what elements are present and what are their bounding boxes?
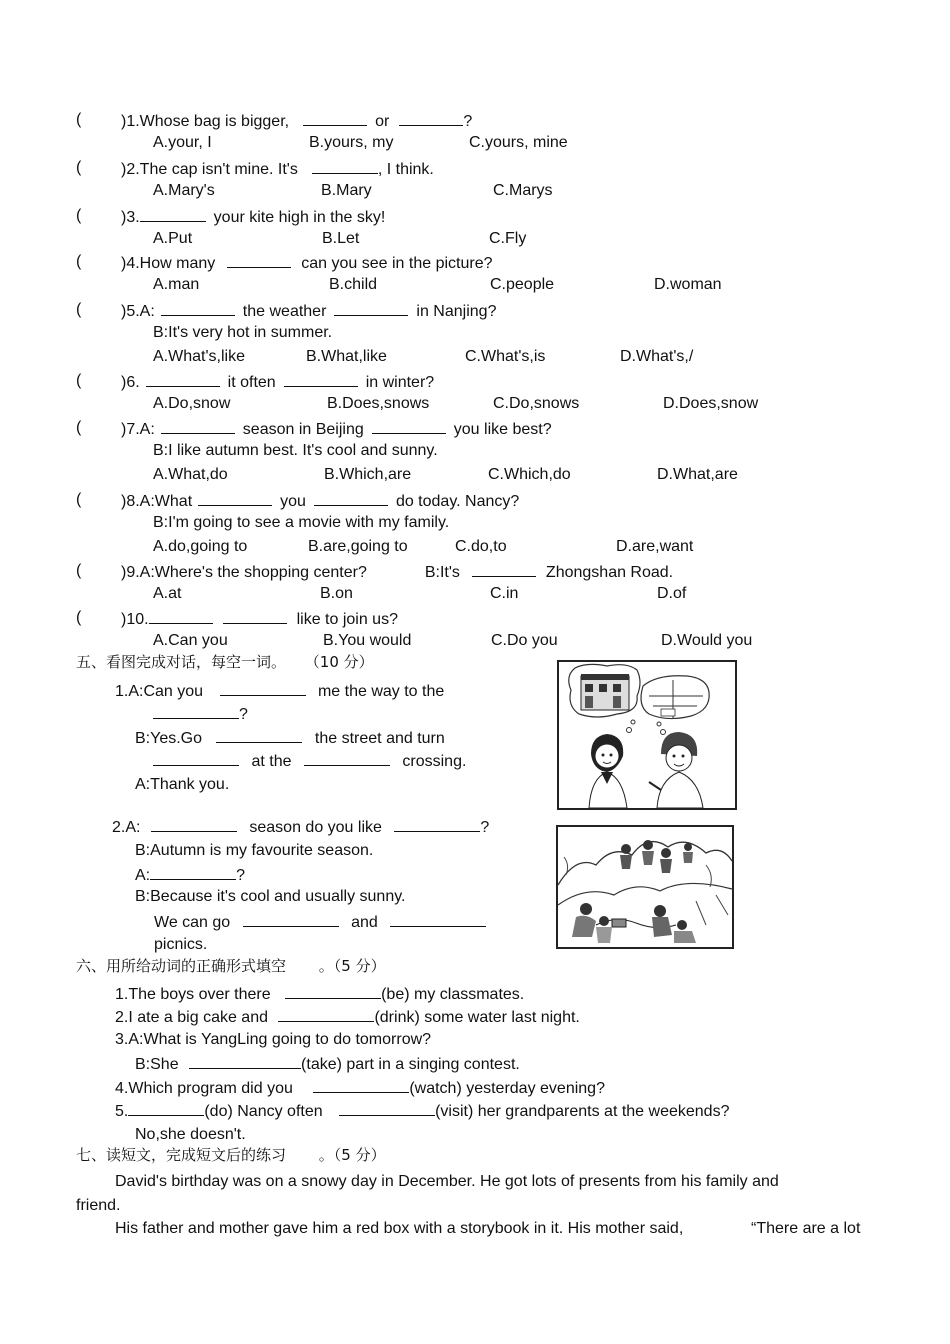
question-7-reply: B:I like autumn best. It's cool and sunny.: [153, 442, 438, 459]
option-d[interactable]: D.are,want: [616, 538, 694, 555]
option-d[interactable]: D.What's,/: [620, 348, 694, 365]
option-a[interactable]: A.What,do: [153, 466, 228, 483]
option-b[interactable]: B.You would: [323, 632, 412, 649]
answer-blank[interactable]: [140, 206, 206, 222]
question-1-stem: [121, 110, 472, 132]
answer-blank[interactable]: [243, 911, 339, 927]
answer-blank[interactable]: [189, 1053, 301, 1069]
question-text: you like best?: [453, 421, 552, 438]
question-text: )10.: [121, 611, 149, 628]
question-10-paren: (: [76, 609, 82, 626]
answer-blank[interactable]: [153, 750, 239, 766]
question-text: can you see in the picture?: [301, 255, 493, 272]
question-text: your kite high in the sky!: [213, 209, 386, 226]
verb-item-3: 3.A:What is YangLing going to do tomorrow?: [115, 1031, 432, 1048]
question-6-stem: [121, 371, 434, 393]
question-text: )5.A:: [121, 303, 155, 320]
dialog2-line2: B:Autumn is my favourite season.: [135, 842, 374, 859]
dialog2-line4: B:Because it's cool and usually sunny.: [135, 888, 406, 905]
answer-blank[interactable]: [198, 490, 272, 506]
option-d[interactable]: D.Would you: [661, 632, 753, 649]
answer-blank[interactable]: [227, 252, 291, 268]
option-a[interactable]: A.Mary's: [153, 182, 215, 199]
question-text: B:It's: [424, 564, 460, 581]
option-a[interactable]: A.Can you: [153, 632, 228, 649]
option-c[interactable]: C.in: [490, 585, 519, 602]
answer-blank[interactable]: [399, 110, 463, 126]
question-text: Zhongshan Road.: [545, 564, 674, 581]
answer-blank[interactable]: [472, 561, 536, 577]
option-d[interactable]: D.Does,snow: [663, 395, 759, 412]
question-text: )2.The cap isn't mine. It's: [121, 161, 298, 178]
answer-blank[interactable]: [394, 816, 480, 832]
answer-blank[interactable]: [312, 158, 378, 174]
question-5-reply: B:It's very hot in summer.: [153, 324, 333, 341]
question-text: it often: [227, 374, 276, 391]
option-d[interactable]: D.What,are: [657, 466, 738, 483]
verb-item-1: 1.The boys over there (be) my classmates.: [115, 983, 524, 1005]
question-10-stem: [121, 608, 398, 630]
question-1-paren: (: [76, 111, 82, 128]
passage-line1: David's birthday was on a snowy day in December. He got lots of presents from his family and: [115, 1173, 779, 1190]
option-a[interactable]: A.your, I: [153, 134, 212, 151]
option-c[interactable]: C.Do,snows: [493, 395, 580, 412]
option-b[interactable]: B.Let: [322, 230, 360, 247]
passage-line3-quote: “There are a lot: [751, 1220, 861, 1237]
question-5-stem: [121, 300, 496, 322]
question-8-stem: [121, 490, 519, 512]
direction-picture: [557, 660, 737, 810]
passage-line2: friend.: [76, 1197, 121, 1214]
dialog2-line1: 2.A: season do you like ?: [112, 816, 489, 838]
verb-item-2: 2.I ate a big cake and (drink) some water last night.: [115, 1006, 580, 1028]
answer-blank[interactable]: [303, 110, 367, 126]
section-5-title: 五、看图完成对话，每空一词。 （10 分）: [76, 653, 374, 671]
question-8-reply: B:I'm going to see a movie with my family.: [153, 514, 450, 531]
option-a[interactable]: A.at: [153, 585, 182, 602]
option-c[interactable]: C.Do you: [491, 632, 558, 649]
question-3-stem: [121, 206, 385, 228]
question-text: )7.A:: [121, 421, 155, 438]
dialog1-line3: B:Yes.Go the street and turn: [135, 727, 445, 749]
question-text: ?: [463, 113, 473, 130]
section-6-title: 六、用所给动词的正确形式填空 。（5 分）: [76, 957, 386, 975]
option-a[interactable]: A.What's,like: [153, 348, 245, 365]
question-text: )3.: [121, 209, 140, 226]
answer-blank[interactable]: [223, 608, 287, 624]
question-text: the weather: [242, 303, 327, 320]
dialog1-line1: 1.A:Can you me the way to the: [115, 680, 444, 702]
question-7-stem: [121, 418, 552, 440]
verb-item-5-answer: No,she doesn't.: [135, 1126, 246, 1143]
answer-blank[interactable]: [216, 727, 302, 743]
question-2-paren: (: [76, 159, 82, 176]
verb-item-4: 4.Which program did you (watch) yesterday evening?: [115, 1077, 605, 1099]
question-text: )4.How many: [121, 255, 216, 272]
option-a[interactable]: A.do,going to: [153, 538, 248, 555]
option-c[interactable]: C.Marys: [493, 182, 553, 199]
dialog1-line4: at the crossing.: [153, 750, 466, 772]
question-9-paren: (: [76, 562, 82, 579]
option-a[interactable]: A.man: [153, 276, 200, 293]
answer-blank[interactable]: [313, 1077, 409, 1093]
answer-blank[interactable]: [151, 816, 237, 832]
answer-blank[interactable]: [153, 703, 239, 719]
answer-blank[interactable]: [146, 371, 220, 387]
answer-blank[interactable]: [314, 490, 388, 506]
dialog2-line6: picnics.: [154, 936, 208, 953]
verb-item-3b: B:She (take) part in a singing contest.: [135, 1053, 520, 1075]
option-b[interactable]: B.are,going to: [308, 538, 408, 555]
option-c[interactable]: C.people: [490, 276, 555, 293]
option-a[interactable]: A.Do,snow: [153, 395, 231, 412]
answer-blank[interactable]: [161, 418, 235, 434]
answer-blank[interactable]: [161, 300, 235, 316]
question-text: in winter?: [365, 374, 435, 391]
question-text: )8.A:What: [121, 493, 193, 510]
option-c[interactable]: C.Fly: [489, 230, 527, 247]
question-text: )6.: [121, 374, 140, 391]
option-d[interactable]: D.woman: [654, 276, 722, 293]
option-c[interactable]: C.Which,do: [488, 466, 571, 483]
question-9-stem: [121, 561, 673, 583]
answer-blank[interactable]: [149, 608, 213, 624]
option-a[interactable]: A.Put: [153, 230, 193, 247]
option-b[interactable]: B.Which,are: [324, 466, 412, 483]
passage-line3: His father and mother gave him a red box with a storybook in it. His mother said,: [115, 1220, 684, 1237]
dialog2-line5: We can go and: [154, 911, 486, 933]
section-7-title: 七、读短文，完成短文后的练习 。（5 分）: [76, 1146, 386, 1164]
option-c[interactable]: C.What's,is: [465, 348, 546, 365]
question-8-paren: (: [76, 491, 82, 508]
option-c[interactable]: C.do,to: [455, 538, 507, 555]
answer-blank[interactable]: [220, 680, 306, 696]
answer-blank[interactable]: [304, 750, 390, 766]
answer-blank[interactable]: [278, 1006, 374, 1022]
option-b[interactable]: B.yours, my: [309, 134, 394, 151]
option-b[interactable]: B.What,like: [306, 348, 387, 365]
dialog1-line2: ?: [153, 703, 248, 725]
answer-blank[interactable]: [284, 371, 358, 387]
answer-blank[interactable]: [128, 1100, 204, 1116]
option-d[interactable]: D.of: [657, 585, 687, 602]
answer-blank[interactable]: [390, 911, 486, 927]
answer-blank[interactable]: [334, 300, 408, 316]
question-text: , I think.: [377, 161, 434, 178]
question-text: season in Beijing: [242, 421, 364, 438]
answer-blank[interactable]: [339, 1100, 435, 1116]
picnic-picture: [556, 825, 734, 949]
question-3-paren: (: [76, 207, 82, 224]
option-b[interactable]: B.Mary: [321, 182, 372, 199]
question-6-paren: (: [76, 372, 82, 389]
question-7-paren: (: [76, 419, 82, 436]
verb-item-5: 5. (do) Nancy often (visit) her grandparents at the weekends?: [115, 1100, 729, 1122]
dialog1-line5: A:Thank you.: [135, 776, 230, 793]
answer-blank[interactable]: [150, 864, 236, 880]
question-text: like to join us?: [296, 611, 398, 628]
question-text: or: [375, 113, 390, 130]
option-b[interactable]: B.Does,snows: [327, 395, 430, 412]
question-5-paren: (: [76, 301, 82, 318]
question-text: in Nanjing?: [416, 303, 497, 320]
option-c[interactable]: C.yours, mine: [469, 134, 568, 151]
question-2-stem: [121, 158, 434, 180]
question-text: you: [280, 493, 306, 510]
dialog2-line3: A: ?: [135, 864, 245, 886]
question-text: )9.A:Where's the shopping center?: [121, 564, 367, 581]
question-4-stem: [121, 252, 492, 274]
answer-blank[interactable]: [372, 418, 446, 434]
answer-blank[interactable]: [285, 983, 381, 999]
question-text: do today. Nancy?: [395, 493, 520, 510]
question-4-paren: (: [76, 253, 82, 270]
question-text: )1.Whose bag is bigger,: [121, 113, 290, 130]
option-b[interactable]: B.on: [320, 585, 353, 602]
option-b[interactable]: B.child: [329, 276, 378, 293]
